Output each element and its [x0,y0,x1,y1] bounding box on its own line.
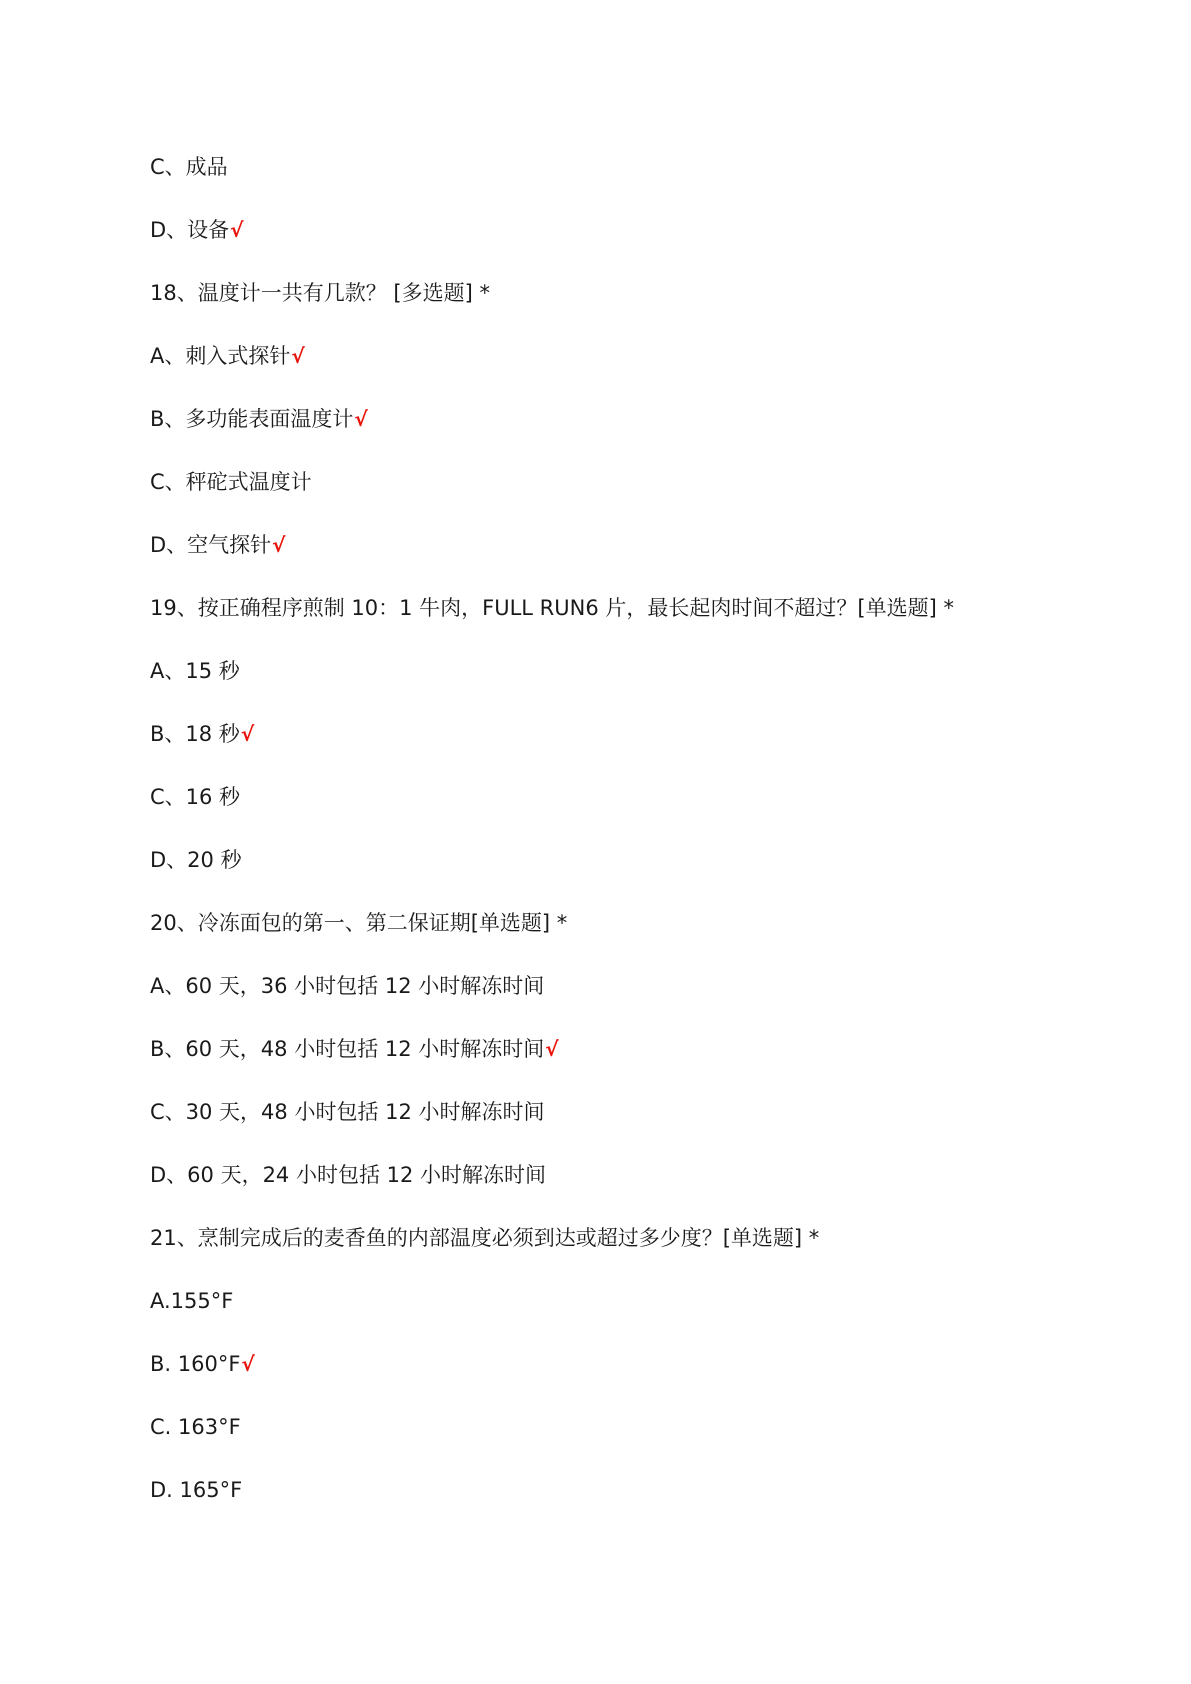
question-text [150,278,1130,341]
answer-option [150,467,1130,530]
answer-option [150,152,1130,215]
question-label: 20、冷冻面包的第一、第二保证期[单选题] * [150,911,568,935]
correct-check-icon: √ [230,218,244,242]
option-label: B、60 天，48 小时包括 12 小时解冻时间 [150,1037,545,1061]
option-label: D、空气探针 [150,533,272,557]
answer-option [150,215,1130,278]
answer-option [150,971,1130,1034]
correct-check-icon: √ [354,407,368,431]
option-label: B. 160°F [150,1352,241,1376]
option-label: D、设备 [150,218,230,242]
option-label: D. 165°F [150,1478,243,1502]
answer-option [150,1097,1130,1160]
answer-option [150,845,1130,908]
option-label: C、30 天，48 小时包括 12 小时解冻时间 [150,1100,545,1124]
question-text [150,908,1130,971]
option-label: A、60 天，36 小时包括 12 小时解冻时间 [150,974,545,998]
answer-option [150,656,1130,719]
option-label: A.155°F [150,1289,234,1313]
answer-option [150,1349,1130,1412]
question-label: 18、温度计一共有几款？ [多选题] * [150,281,490,305]
correct-check-icon: √ [240,722,255,746]
question-text [150,1223,1130,1286]
quiz-page [150,152,1130,1538]
answer-option [150,1160,1130,1223]
option-label: B、多功能表面温度计 [150,407,354,431]
correct-check-icon: √ [291,344,305,368]
question-text [150,593,1130,656]
answer-option [150,1475,1130,1538]
option-label: B、18 秒 [150,722,240,746]
correct-check-icon: √ [241,1352,255,1376]
option-label: C、秤砣式温度计 [150,470,312,494]
answer-option [150,782,1130,845]
correct-check-icon: √ [545,1037,559,1061]
option-label: A、刺入式探针 [150,344,291,368]
option-label: D、60 天，24 小时包括 12 小时解冻时间 [150,1163,547,1187]
option-label: A、15 秒 [150,659,240,683]
option-label: C、16 秒 [150,785,241,809]
answer-option [150,1412,1130,1475]
option-label: D、20 秒 [150,848,242,872]
answer-option [150,404,1130,467]
question-label: 19、按正确程序煎制 10：1 牛肉，FULL RUN6 片，最长起肉时间不超过？[单选题] * [150,596,954,620]
correct-check-icon: √ [272,533,286,557]
option-label: C、成品 [150,155,228,179]
option-label: C. 163°F [150,1415,241,1439]
answer-option [150,719,1130,782]
answer-option [150,1286,1130,1349]
answer-option [150,530,1130,593]
question-label: 21、烹制完成后的麦香鱼的内部温度必须到达或超过多少度？[单选题] * [150,1226,820,1250]
answer-option [150,341,1130,404]
answer-option [150,1034,1130,1097]
